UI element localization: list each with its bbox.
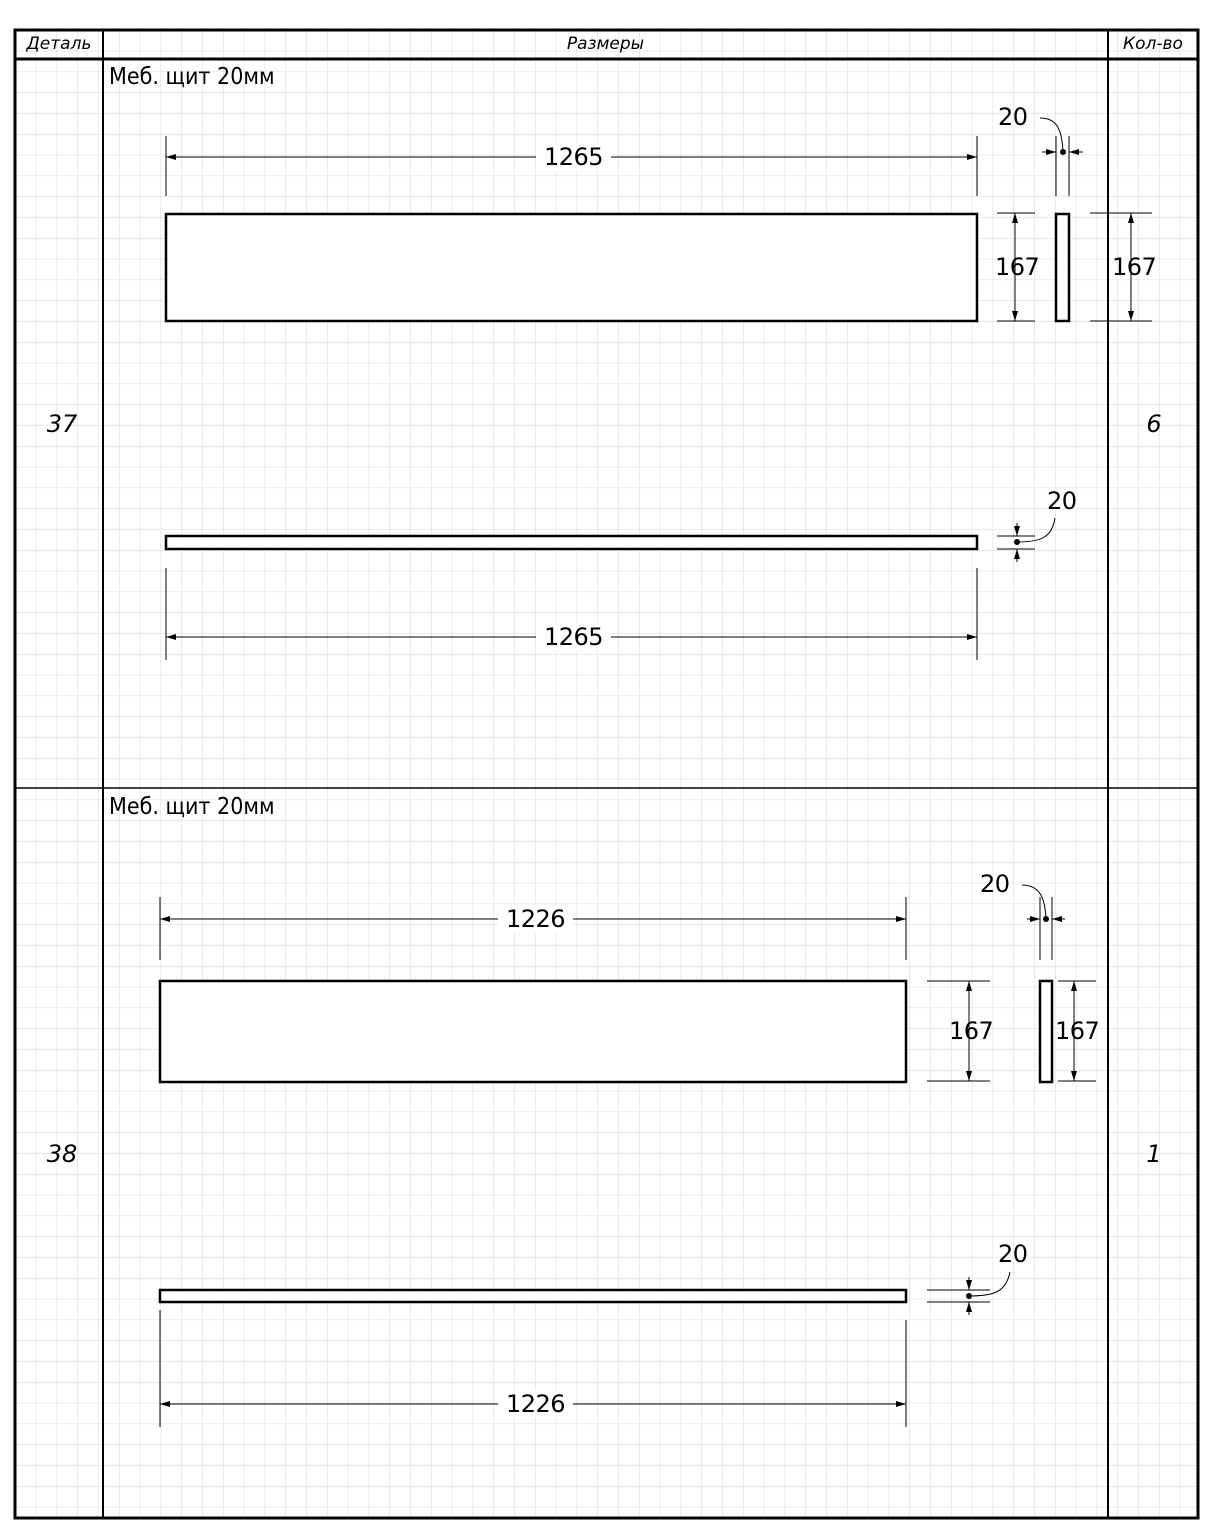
part-38-width-label: 167	[949, 1017, 994, 1045]
part-37-material: Меб. щит 20мм	[109, 64, 275, 90]
part-37-width-label: 167	[995, 253, 1040, 281]
part-38-number: 38	[46, 1140, 78, 1168]
part-38-side-thickness-label: 20	[980, 870, 1010, 898]
part-37-side-view	[1056, 214, 1069, 321]
part-37-bottom-length-label: 1265	[536, 623, 611, 651]
part-37-side-width-label: 167	[1112, 253, 1157, 281]
part-38-quantity: 1	[1146, 1140, 1162, 1168]
part-38-edge-thickness-label: 20	[998, 1240, 1028, 1268]
header-part-column: Деталь	[26, 34, 92, 54]
part-37-quantity: 6	[1146, 410, 1162, 438]
part-38-side-view	[1040, 981, 1052, 1082]
part-37-length-label: 1265	[536, 143, 611, 171]
part-37-edge-thickness-label: 20	[1047, 487, 1077, 515]
header-dimensions-column: Размеры	[566, 34, 645, 54]
part-37-number: 37	[46, 410, 78, 438]
part-37-edge-view	[166, 536, 977, 549]
part-38-material: Меб. щит 20мм	[109, 794, 275, 820]
part-38-side-width-label: 167	[1055, 1017, 1100, 1045]
part-37-side-thickness-label: 20	[998, 103, 1028, 131]
part-38-bottom-length-label: 1226	[498, 1390, 573, 1418]
part-37-face-view	[166, 214, 977, 321]
part-38-face-view	[160, 981, 906, 1082]
header-quantity-column: Кол-во	[1123, 34, 1183, 54]
part-38-length-label: 1226	[498, 905, 573, 933]
part-38-edge-view	[160, 1290, 906, 1302]
